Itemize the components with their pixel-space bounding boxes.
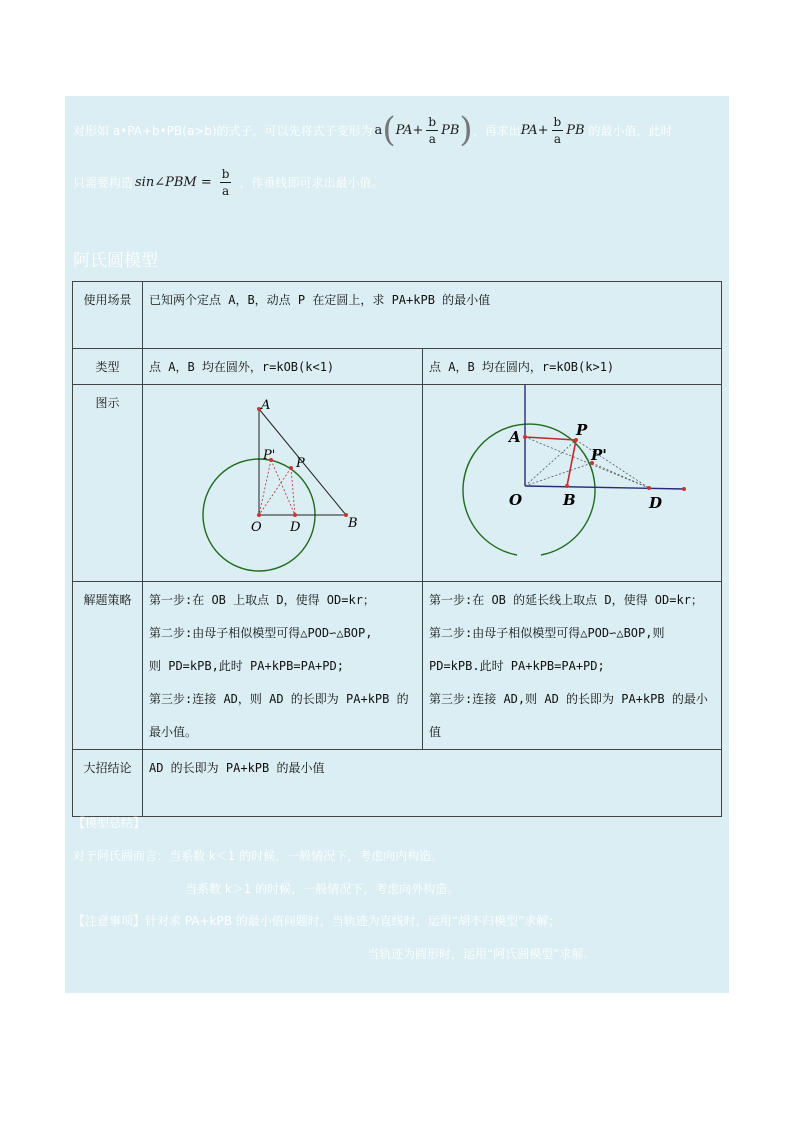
strategy-left-step2b: 则 PD=kPB,此时 PA+kPB=PA+PD; <box>149 659 344 673</box>
figure-right-cell <box>423 385 722 582</box>
fraction-b-over-a: $\frac{b}{a}$ <box>428 114 437 146</box>
label-figure: 图示 <box>73 385 143 582</box>
intro-text-1b: ，再求出 <box>472 123 521 138</box>
dotted-P1O <box>259 460 271 515</box>
label-O: O <box>251 520 262 535</box>
strategy-left-step2: 第二步:由母子相似模型可得△POD∽△BOP, <box>149 626 373 640</box>
strategy-left-step1: 第一步:在 OB 上取点 D，使得 OD=kr； <box>149 593 375 607</box>
strategy-right-step2b: PD=kPB.此时 PA+kPB=PA+PD; <box>429 659 605 673</box>
intro-line-1 <box>73 104 673 156</box>
scene-text: 已知两个定点 A，B，动点 P 在定圆上，求 PA+kPB 的最小值 <box>143 282 722 349</box>
expr2-right: PB <box>566 122 585 138</box>
label-P1: P' <box>591 446 607 464</box>
figure-left <box>143 385 422 579</box>
content-panel <box>65 96 729 993</box>
dotted-PD <box>576 440 649 488</box>
point-D <box>293 513 297 517</box>
intro-text-2b: ，作垂线即可求出最小值。 <box>239 175 384 190</box>
strategy-right-step3: 第三步:连接 AD,则 AD 的长即为 PA+kPB 的最小 <box>429 692 708 706</box>
table-row-figure <box>73 385 722 582</box>
point-P <box>289 466 293 470</box>
summary-line-3: 【注意事项】针对求 PA+kPB 的最小值问题时，当轨迹为直线时，运用“胡不归模型”求解； <box>73 914 561 928</box>
strategy-right-step1: 第一步:在 OB 的延长线上取点 D，使得 OD=kr； <box>429 593 703 607</box>
figure-right <box>423 385 721 579</box>
section-title: 阿氏圆模型 <box>73 251 158 271</box>
strategy-left-step3: 第三步:连接 AD，则 AD 的长即为 PA+kPB 的 <box>149 692 409 706</box>
dotted-OP1 <box>525 463 592 486</box>
summary-line-4: 当轨迹为圆形时，运用“阿氏圆模型”求解。 <box>367 947 596 961</box>
table-row-conclusion <box>73 750 722 817</box>
point-A <box>523 435 527 439</box>
table-row-strategy <box>73 582 722 750</box>
label-conclusion: 大招结论 <box>73 750 143 817</box>
label-P: P <box>296 456 305 471</box>
summary-line-2: 当系数 k＞1 的时候，一般情况下，考虑向外构造。 <box>185 882 460 896</box>
label-B: B <box>563 491 576 509</box>
table-row-scene <box>73 282 722 349</box>
segment-PB <box>567 440 576 486</box>
strategy-left <box>143 582 423 750</box>
summary-title: 【模型总结】 <box>73 816 146 830</box>
model-table <box>72 281 722 817</box>
intro-text-2a: 只需要构造 <box>73 175 134 190</box>
coef-a: a <box>374 122 383 138</box>
sin-expression: sin∠PBM = <box>135 174 212 190</box>
type-right: 点 A，B 均在圆内，r=kOB(k>1) <box>423 349 722 385</box>
conclusion-text: AD 的长即为 PA+kPB 的最小值 <box>143 750 722 817</box>
expr2-left: PA+ <box>520 122 549 138</box>
point-D <box>647 486 651 490</box>
label-P1: P' <box>263 448 276 463</box>
point-O <box>257 513 261 517</box>
expr1-right: PB <box>441 122 460 138</box>
label-strategy: 解题策略 <box>73 582 143 750</box>
axis-horizontal <box>525 486 684 489</box>
label-D: D <box>649 494 663 512</box>
figure-left-cell <box>143 385 423 582</box>
strategy-left-step3b: 最小值。 <box>149 725 198 739</box>
strategy-right-step2: 第二步:由母子相似模型可得△POD∽△BOP,则 <box>429 626 665 640</box>
fraction-b-over-a-2: $\frac{b}{a}$ <box>553 114 562 146</box>
dotted-AD <box>525 437 649 488</box>
label-A: A <box>261 398 271 413</box>
strategy-right <box>423 582 722 750</box>
left-paren: ( <box>382 110 396 150</box>
strategy-right-step3b: 值 <box>429 725 442 739</box>
fraction-b-over-a-3: $\frac{b}{a}$ <box>221 166 230 198</box>
dotted-P1D <box>592 463 649 488</box>
label-A: A <box>509 428 521 446</box>
label-scene: 使用场景 <box>73 282 143 349</box>
type-left: 点 A，B 均在圆外，r=kOB(k<1) <box>143 349 423 385</box>
intro-text-1a: 对形如 a•PA+b•PB(a>b)的式子，可以先将式子变形为 <box>73 123 373 138</box>
table-row-type <box>73 349 722 385</box>
point-B <box>565 484 569 488</box>
point-end <box>682 487 686 491</box>
label-O: O <box>509 491 523 509</box>
label-B: B <box>348 516 358 531</box>
label-D: D <box>290 520 301 535</box>
expr1-left: PA+ <box>395 122 424 138</box>
summary-line-1: 对于阿氏圆而言：当系数 k＜1 的时候，一般情况下，考虑向内构造。 <box>73 849 444 863</box>
label-type: 类型 <box>73 349 143 385</box>
label-P: P <box>576 421 588 439</box>
right-paren: ) <box>459 110 473 150</box>
intro-line-2 <box>73 160 383 204</box>
intro-text-1c: 的最小值，此时 <box>588 123 673 138</box>
